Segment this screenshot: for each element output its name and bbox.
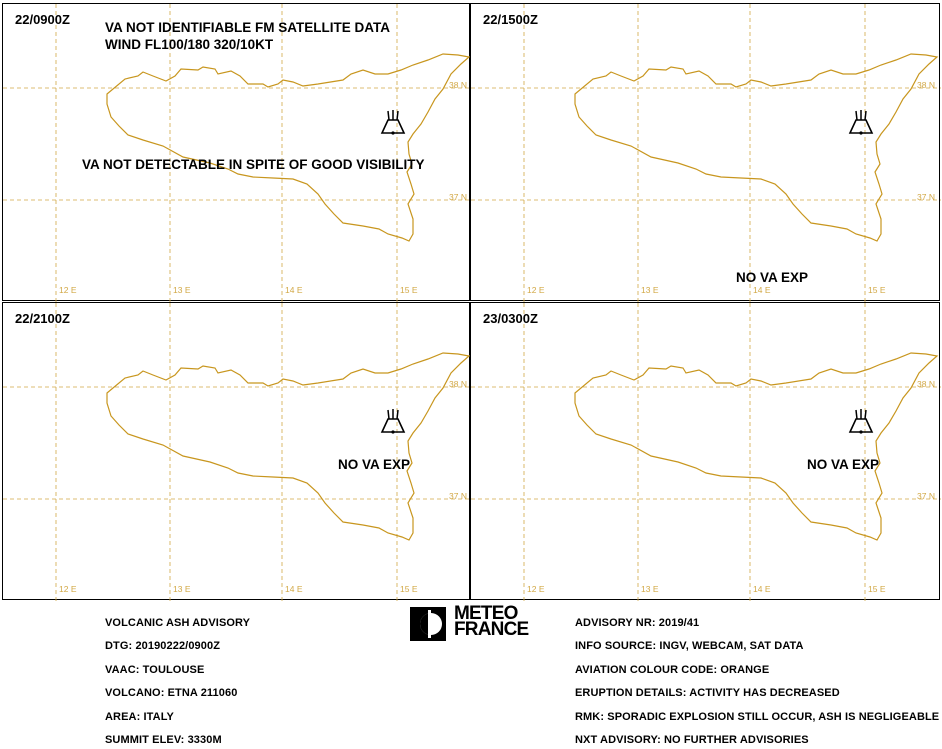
advisory-colour-code: AVIATION COLOUR CODE: ORANGE — [575, 664, 770, 676]
lat-label-2: 37 N — [449, 192, 467, 202]
lat-label-2: 37 N — [917, 491, 935, 501]
sicily-coastline — [575, 353, 937, 540]
advisory-dtg: DTG: 20190222/0900Z — [105, 640, 221, 652]
advisory-area: AREA: ITALY — [105, 711, 174, 723]
panel-note-4a: NO VA EXP — [807, 457, 880, 472]
lon-label-4: 15 E — [400, 584, 418, 594]
lat-label-1: 38 N — [917, 379, 935, 389]
lat-label-1: 38 N — [449, 80, 467, 90]
advisory-summit-elev: SUMMIT ELEV: 3330M — [105, 734, 222, 746]
volcano-symbol-icon — [382, 110, 404, 135]
lon-label-3: 14 E — [753, 285, 771, 295]
lon-label-4: 15 E — [868, 285, 886, 295]
lon-label-4: 15 E — [868, 584, 886, 594]
logo-line-1: METEO — [454, 603, 518, 624]
lon-label-1: 12 E — [59, 584, 77, 594]
logo-line-2: FRANCE — [454, 619, 529, 640]
panel-note-3a: NO VA EXP — [338, 457, 411, 472]
lon-label-1: 12 E — [59, 285, 77, 295]
lon-label-2: 13 E — [173, 584, 191, 594]
lon-label-1: 12 E — [527, 584, 545, 594]
lon-label-2: 13 E — [641, 285, 659, 295]
lon-label-3: 14 E — [285, 584, 303, 594]
map-svg-4 — [471, 303, 941, 601]
lat-label-1: 38 N — [449, 379, 467, 389]
panel-time-3: 22/2100Z — [15, 311, 70, 326]
lat-label-2: 37 N — [917, 192, 935, 202]
advisory-number: ADVISORY NR: 2019/41 — [575, 617, 700, 629]
panel-time-1: 22/0900Z — [15, 12, 70, 27]
meteo-france-logo — [410, 603, 550, 642]
advisory-title: VOLCANIC ASH ADVISORY — [105, 617, 251, 629]
panel-time-4: 23/0300Z — [483, 311, 538, 326]
lon-label-4: 15 E — [400, 285, 418, 295]
sicily-coastline — [107, 353, 469, 540]
lon-label-2: 13 E — [173, 285, 191, 295]
sicily-coastline — [575, 54, 937, 241]
volcano-symbol-icon — [382, 409, 404, 434]
lon-label-3: 14 E — [753, 584, 771, 594]
panel-note-2a: NO VA EXP — [736, 270, 809, 285]
advisory-info-source: INFO SOURCE: INGV, WEBCAM, SAT DATA — [575, 640, 804, 652]
map-panel-3 — [2, 302, 470, 600]
advisory-remark: RMK: SPORADIC EXPLOSION STILL OCCUR, ASH IS NEGLIGEABLE — [575, 711, 940, 723]
advisory-eruption-details: ERUPTION DETAILS: ACTIVITY HAS DECREASED — [575, 687, 840, 699]
meteo-france-logo-icon — [410, 607, 446, 641]
advisory-next: NXT ADVISORY: NO FURTHER ADVISORIES — [575, 734, 809, 746]
sicily-coastline — [107, 54, 469, 241]
lon-label-1: 12 E — [527, 285, 545, 295]
lon-label-3: 14 E — [285, 285, 303, 295]
panel-note-1a: VA NOT IDENTIFIABLE FM SATELLITE DATA — [105, 20, 390, 35]
lon-label-2: 13 E — [641, 584, 659, 594]
lat-label-1: 38 N — [917, 80, 935, 90]
map-svg-3 — [3, 303, 471, 601]
map-panel-1 — [2, 3, 470, 301]
volcano-symbol-icon — [850, 409, 872, 434]
advisory-volcano: VOLCANO: ETNA 211060 — [105, 687, 238, 699]
map-panel-2 — [470, 3, 940, 301]
lat-label-2: 37 N — [449, 491, 467, 501]
panel-note-1b: WIND FL100/180 320/10KT — [105, 37, 274, 52]
panel-note-1c: VA NOT DETECTABLE IN SPITE OF GOOD VISIBILITY — [82, 157, 425, 172]
map-panel-4 — [470, 302, 940, 600]
map-svg-2 — [471, 4, 941, 302]
panel-time-2: 22/1500Z — [483, 12, 538, 27]
advisory-vaac: VAAC: TOULOUSE — [105, 664, 205, 676]
volcano-symbol-icon — [850, 110, 872, 135]
